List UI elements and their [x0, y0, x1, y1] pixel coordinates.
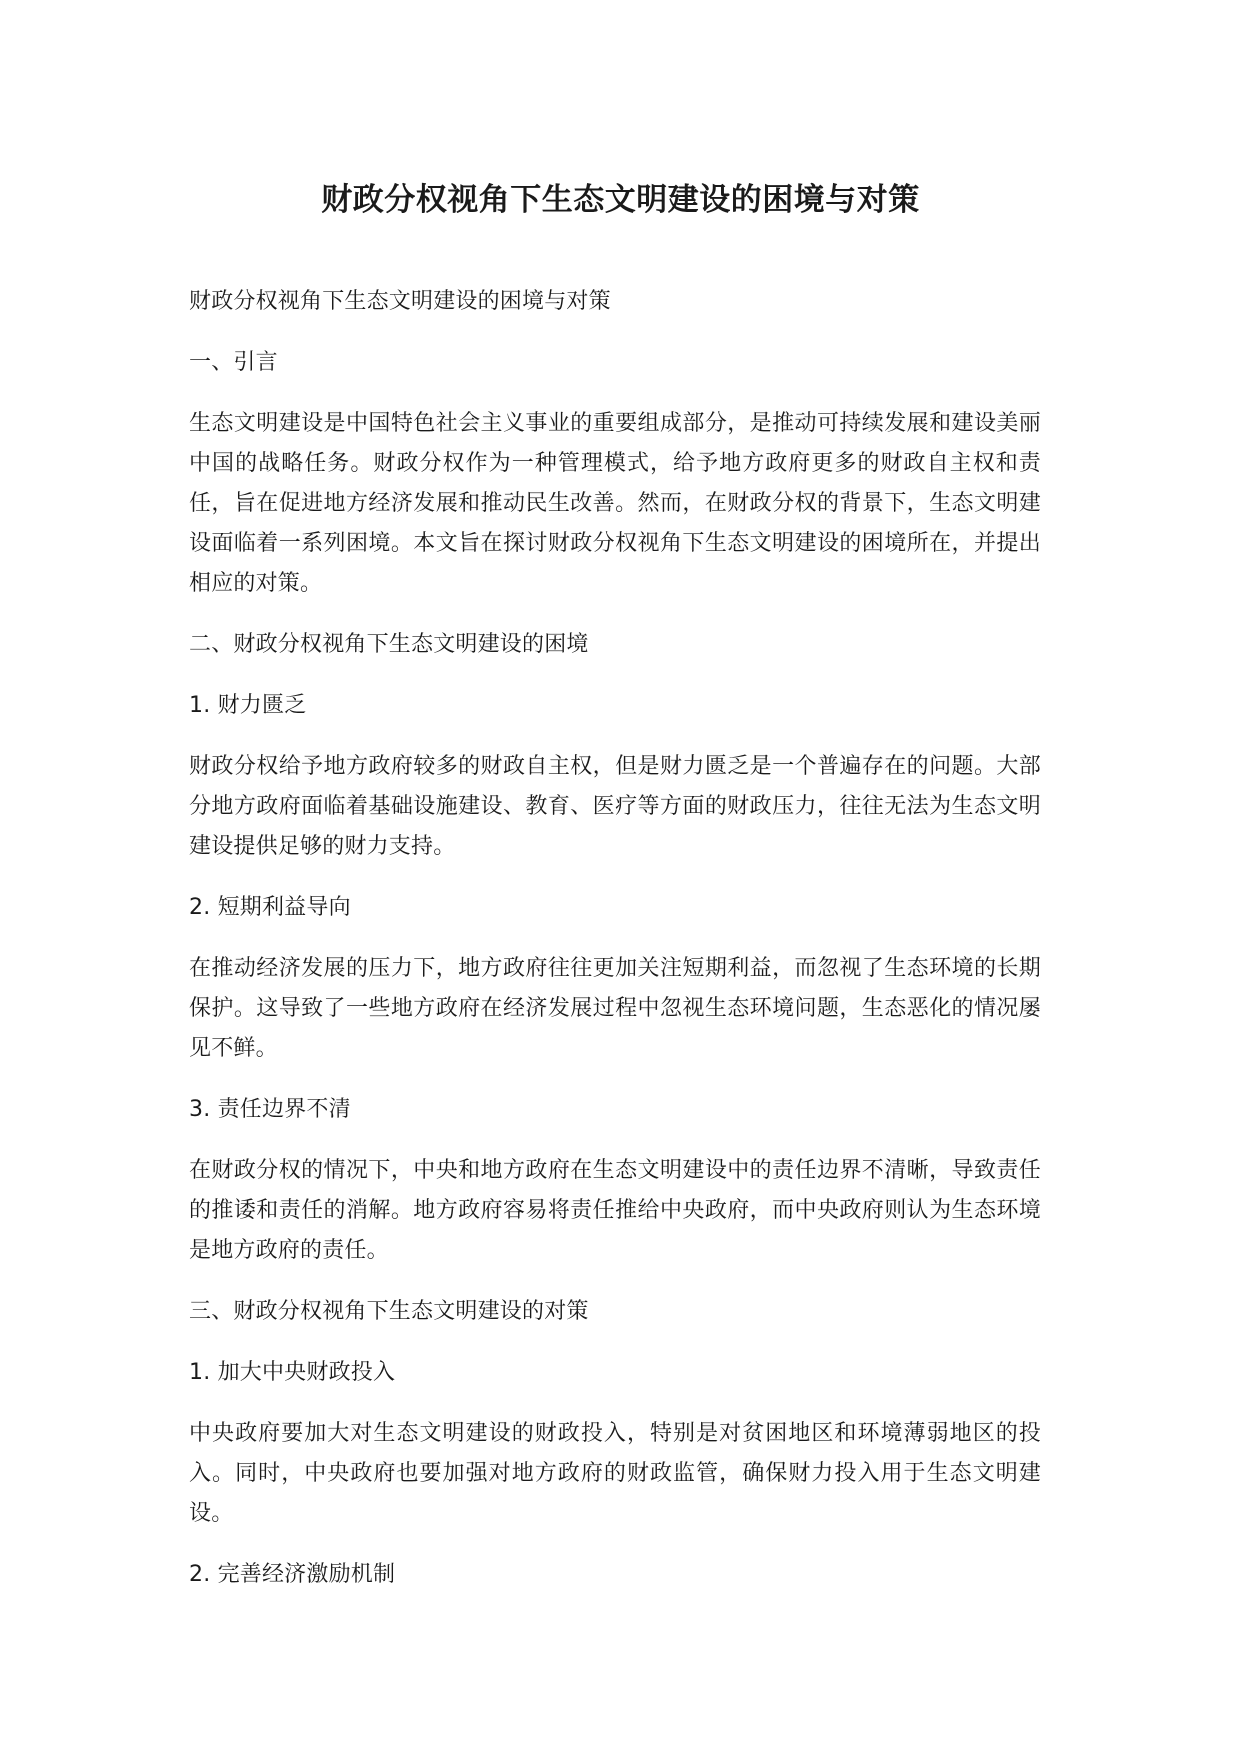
document-body: [189, 282, 1041, 1616]
subheading-item: 2. 短期利益导向: [189, 895, 351, 920]
body-paragraph: 财政分权给予地方政府较多的财政自主权，但是财力匮乏是一个普遍存在的问题。大部分地方政府面临着基础设施建设、教育、医疗等方面的财政压力，往往无法为生态文明建设提供足够的财力支持。: [189, 754, 1041, 859]
subheading-item: 2. 完善经济激励机制: [189, 1562, 396, 1587]
body-paragraph: 中央政府要加大对生态文明建设的财政投入，特别是对贫困地区和环境薄弱地区的投入。同时，中央政府也要加强对地方政府的财政监管，确保财力投入用于生态文明建设。: [189, 1421, 1041, 1526]
body-paragraph: 在财政分权的情况下，中央和地方政府在生态文明建设中的责任边界不清晰，导致责任的推诿和责任的消解。地方政府容易将责任推给中央政府，而中央政府则认为生态环境是地方政府的责任。: [189, 1158, 1041, 1263]
subheading-item: 1. 加大中央财政投入: [189, 1360, 396, 1385]
document-title: 财政分权视角下生态文明建设的困境与对策: [321, 182, 920, 218]
subheading-item: 3. 责任边界不清: [189, 1097, 351, 1122]
section-heading-problems: 二、财政分权视角下生态文明建设的困境: [189, 632, 589, 657]
subtitle-line: 财政分权视角下生态文明建设的困境与对策: [189, 289, 611, 314]
body-paragraph: 生态文明建设是中国特色社会主义事业的重要组成部分，是推动可持续发展和建设美丽中国的战略任务。财政分权作为一种管理模式，给予地方政府更多的财政自主权和责任，旨在促进地方经济发展和推动民生改善。然而，在财政分权的背景下，生态文明建设面临着一系列困境。本文旨在探讨财政分权视角下生态文明建设的困境所在，并提出相应的对策。: [189, 411, 1041, 596]
body-paragraph: 在推动经济发展的压力下，地方政府往往更加关注短期利益，而忽视了生态环境的长期保护。这导致了一些地方政府在经济发展过程中忽视生态环境问题，生态恶化的情况屡见不鲜。: [189, 956, 1041, 1061]
section-heading-countermeasures: 三、财政分权视角下生态文明建设的对策: [189, 1299, 589, 1324]
subheading-item: 1. 财力匮乏: [189, 693, 307, 718]
section-heading-intro: 一、引言: [189, 350, 278, 375]
